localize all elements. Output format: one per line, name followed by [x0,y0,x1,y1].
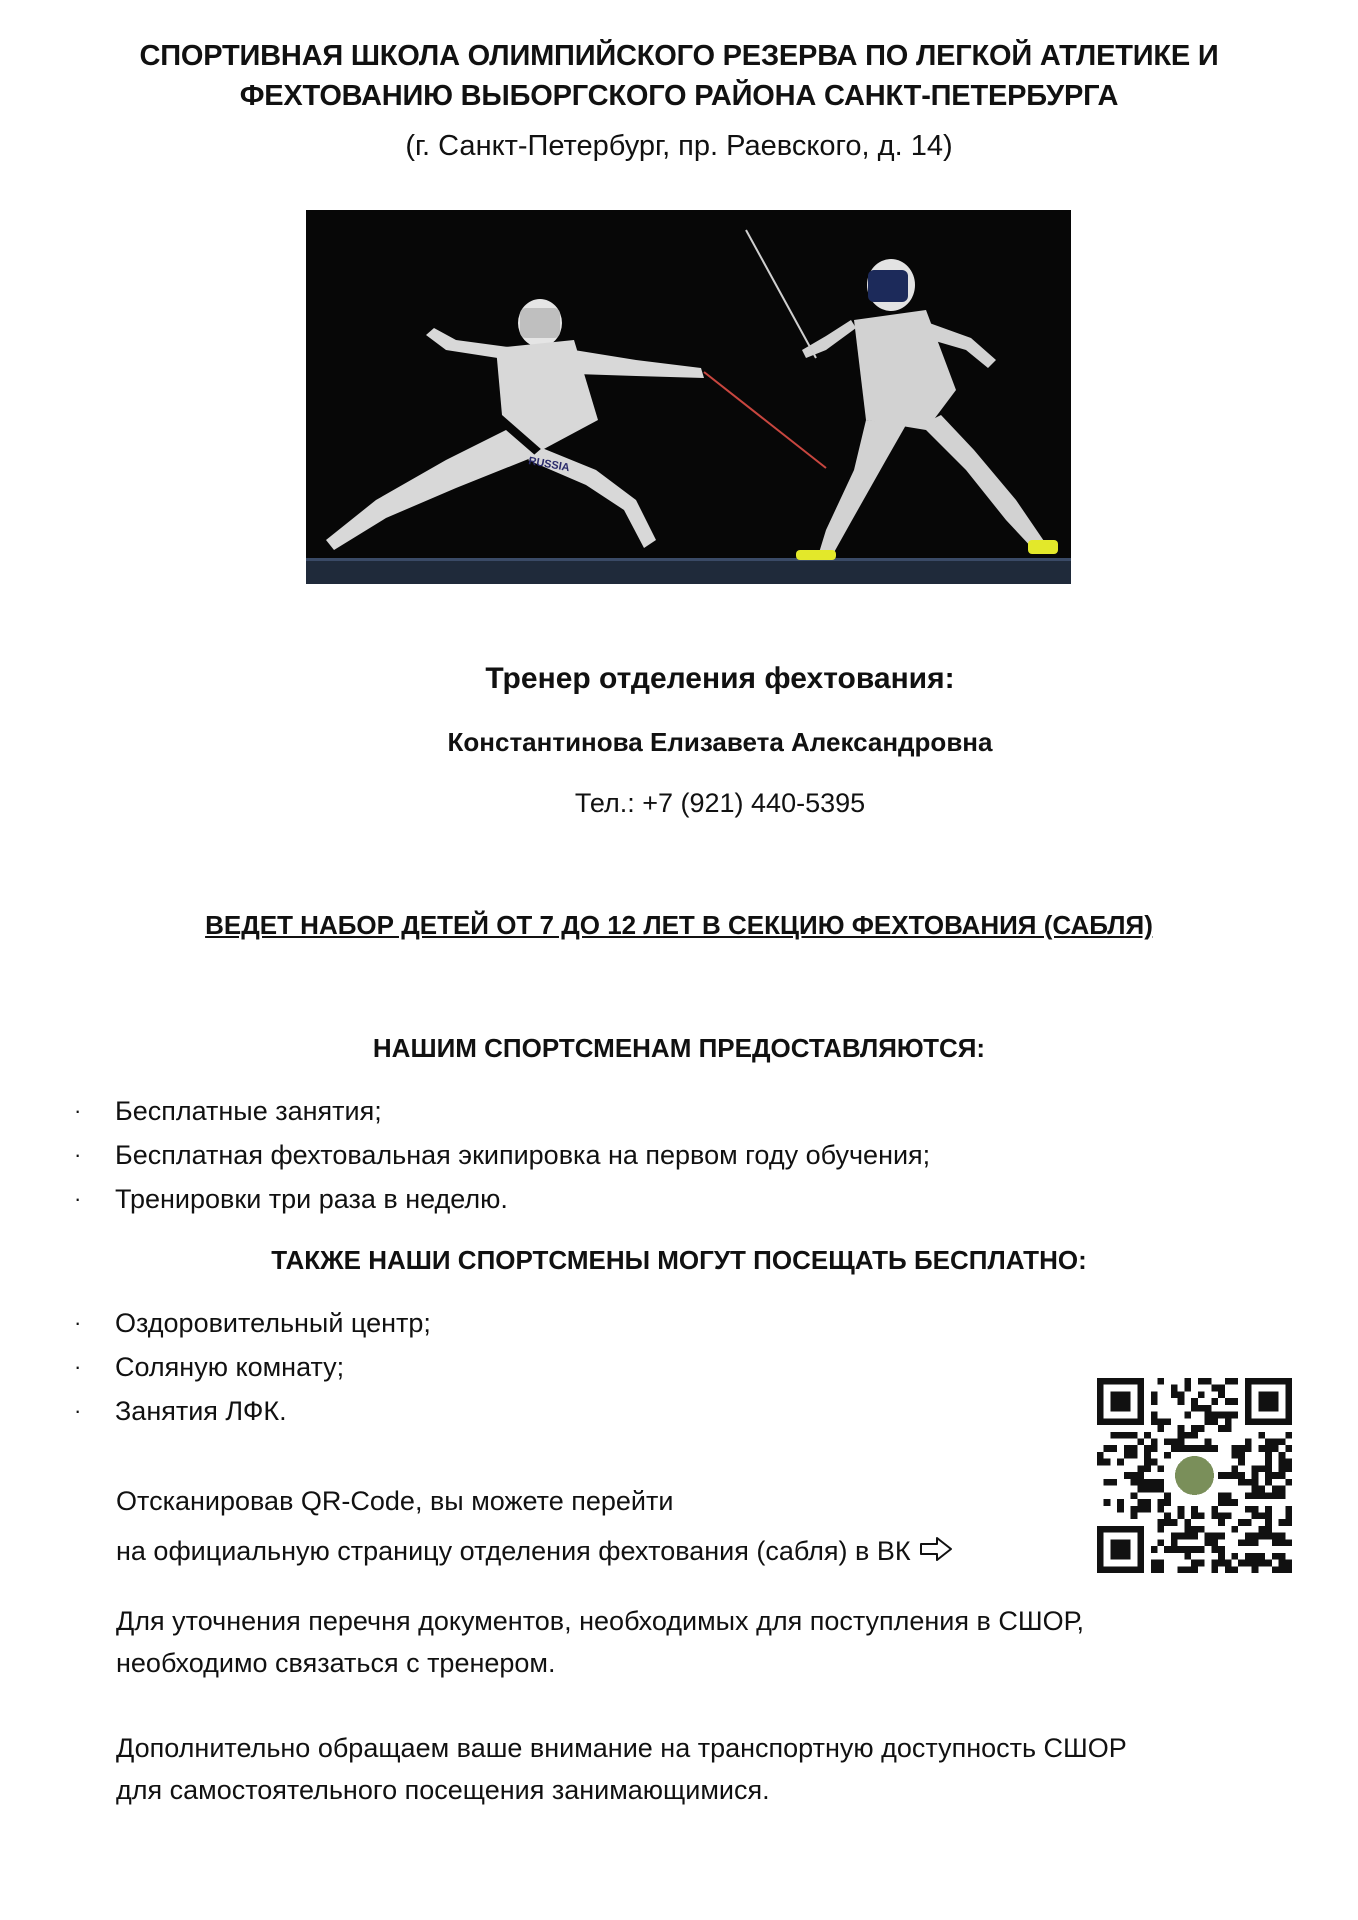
school-title [100,36,1258,116]
enrollment-announcement: ВЕДЕТ НАБОР ДЕТЕЙ ОТ 7 ДО 12 ЛЕТ В СЕКЦИЮ ФЕХТОВАНИЯ (САБЛЯ) [205,910,1153,940]
qr-code-icon[interactable] [1097,1378,1292,1573]
qr-instructions [116,1476,1016,1578]
list-item: · Оздоровительный центр; [72,1301,1172,1345]
also-free-heading: ТАКЖЕ НАШИ СПОРТСМЕНЫ МОГУТ ПОСЕЩАТЬ БЕСПЛАТНО: [271,1245,1087,1275]
fencing-photo [306,210,1071,584]
documents-note: Для уточнения перечня документов, необходимых для поступления в СШОР, необходимо связаться с тренером. [116,1606,1085,1678]
list-item: · Бесплатная фехтовальная экипировка на первом году обучения; [72,1133,1172,1177]
bullet-icon: · [74,1186,82,1211]
qr-instructions-line-2: на официальную страницу отделения фехтования (сабля) в ВК [116,1526,1016,1578]
trainer-heading: Тренер отделения фехтования: [485,662,955,695]
also-free-list [72,1301,1172,1433]
jacket-text: RUSSIA [527,455,571,475]
qr-instructions-line-1: Отсканировав QR-Code, вы можете перейти [116,1486,674,1516]
bullet-icon: · [74,1354,82,1379]
bullet-icon: · [74,1310,82,1335]
trainer-name: Константинова Елизавета Александровна [447,727,993,757]
transport-note: Дополнительно обращаем ваше внимание на транспортную доступность СШОР для самостоятельного посещения занимающимися. [116,1733,1127,1805]
school-address: (г. Санкт-Петербург, пр. Раевского, д. 14) [405,130,953,162]
fencers-illustration [306,210,1071,584]
list-item: · Соляную комнату; [72,1345,1172,1389]
list-item: · Тренировки три раза в неделю. [72,1177,1172,1221]
arrow-right-outline-icon [919,1528,953,1578]
provided-heading: НАШИМ СПОРТСМЕНАМ ПРЕДОСТАВЛЯЮТСЯ: [372,1033,986,1063]
school-title-line-2: ФЕХТОВАНИЮ ВЫБОРГСКОГО РАЙОНА САНКТ-ПЕТЕРБУРГА [239,80,1119,112]
bullet-icon: · [74,1398,82,1423]
bullet-icon: · [74,1098,82,1123]
provided-list [72,1089,1172,1221]
bullet-icon: · [74,1142,82,1167]
list-item: · Занятия ЛФК. [72,1389,1172,1433]
list-item: · Бесплатные занятия; [72,1089,1172,1133]
school-title-line-1: СПОРТИВНАЯ ШКОЛА ОЛИМПИЙСКОГО РЕЗЕРВА ПО ЛЕГКОЙ АТЛЕТИКЕ И [139,40,1219,72]
trainer-phone: Тел.: +7 (921) 440-5395 [574,788,866,818]
